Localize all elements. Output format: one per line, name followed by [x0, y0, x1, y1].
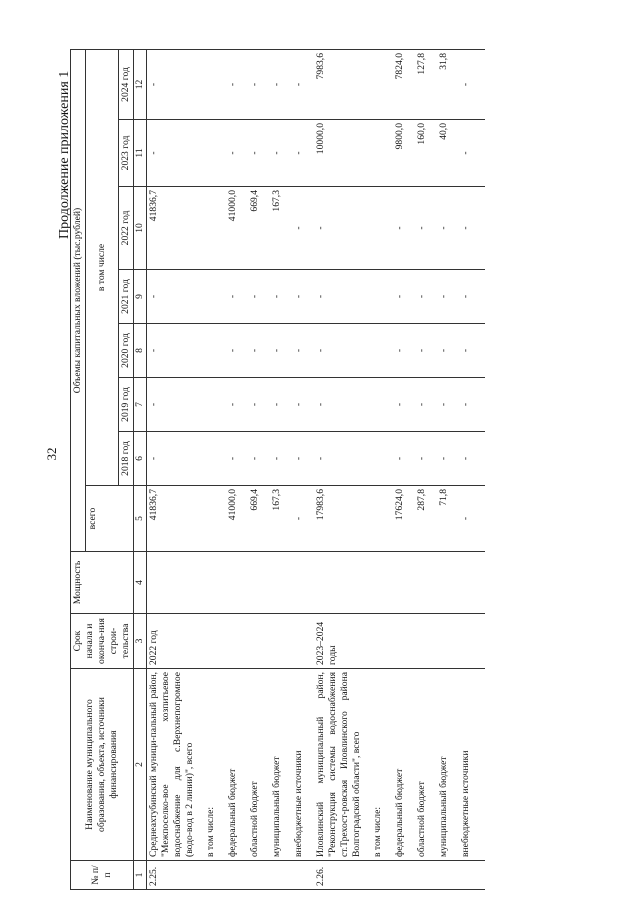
- row-2020: -: [240, 324, 262, 378]
- row-number: [240, 861, 262, 890]
- row-power: [146, 552, 196, 614]
- row-term: [385, 614, 407, 669]
- row-2023: 9800,0: [385, 120, 407, 187]
- row-2024: -: [218, 50, 240, 120]
- row-2022: [364, 187, 385, 270]
- row-name: в том числе:: [364, 669, 385, 861]
- col-number: 11: [133, 120, 146, 187]
- filler-cell: [473, 378, 485, 432]
- table-filler-row: [473, 50, 485, 890]
- row-total: 17624,0: [385, 486, 407, 552]
- row-2024: 127,8: [407, 50, 429, 120]
- header-term: Срок начала и оконча-ния строи-тельства: [71, 614, 134, 669]
- row-2021: [364, 270, 385, 324]
- filler-cell: [473, 614, 485, 669]
- col-number: 10: [133, 187, 146, 270]
- row-2022: -: [429, 187, 451, 270]
- row-2020: -: [262, 324, 284, 378]
- col-number: 7: [133, 378, 146, 432]
- row-2018: -: [451, 432, 473, 486]
- filler-cell: [473, 270, 485, 324]
- row-term: [451, 614, 473, 669]
- filler-cell: [473, 669, 485, 861]
- row-2024: -: [451, 50, 473, 120]
- header-year-2020: 2020 год: [118, 324, 133, 378]
- row-number: 2.25.: [146, 861, 196, 890]
- row-2020: -: [385, 324, 407, 378]
- col-number: 4: [133, 552, 146, 614]
- row-number: [218, 861, 240, 890]
- row-name: в том числе:: [197, 669, 218, 861]
- row-power: [284, 552, 306, 614]
- row-2023: -: [451, 120, 473, 187]
- filler-cell: [473, 861, 485, 890]
- col-number: 9: [133, 270, 146, 324]
- row-2024: 7824,0: [385, 50, 407, 120]
- row-name: федеральный бюджет: [385, 669, 407, 861]
- row-power: [218, 552, 240, 614]
- table-body: [146, 50, 484, 890]
- row-2023: 10000,0: [306, 120, 364, 187]
- row-power: [240, 552, 262, 614]
- table-row: [429, 50, 451, 890]
- row-number: [197, 861, 218, 890]
- row-2021: -: [407, 270, 429, 324]
- col-number: 8: [133, 324, 146, 378]
- header-year-2023: 2023 год: [118, 120, 133, 187]
- row-2018: [197, 432, 218, 486]
- row-2022: -: [385, 187, 407, 270]
- row-2024: -: [240, 50, 262, 120]
- row-2019: -: [429, 378, 451, 432]
- header-volumes: Объемы капитальных вложений (тыс.рублей): [71, 50, 86, 552]
- row-2023: -: [218, 120, 240, 187]
- row-2023: [364, 120, 385, 187]
- row-number: [364, 861, 385, 890]
- col-number: 2: [133, 669, 146, 861]
- row-2018: -: [407, 432, 429, 486]
- table-row: [197, 50, 218, 890]
- row-2021: -: [306, 270, 364, 324]
- row-power: [407, 552, 429, 614]
- filler-cell: [473, 50, 485, 120]
- row-term: [240, 614, 262, 669]
- row-2023: -: [284, 120, 306, 187]
- header-power: Мощность: [71, 552, 134, 614]
- row-2022: 41836,7: [146, 187, 196, 270]
- row-2023: 40,0: [429, 120, 451, 187]
- row-power: [385, 552, 407, 614]
- row-2018: -: [284, 432, 306, 486]
- row-2022: 167,3: [262, 187, 284, 270]
- row-number: [262, 861, 284, 890]
- row-2019: -: [385, 378, 407, 432]
- row-total: 41000,0: [218, 486, 240, 552]
- row-2024: [197, 50, 218, 120]
- row-2020: -: [146, 324, 196, 378]
- row-term: [407, 614, 429, 669]
- row-2024: -: [284, 50, 306, 120]
- row-power: [306, 552, 364, 614]
- row-2020: -: [429, 324, 451, 378]
- row-total: [197, 486, 218, 552]
- row-2022: -: [451, 187, 473, 270]
- row-2019: -: [407, 378, 429, 432]
- row-name: федеральный бюджет: [218, 669, 240, 861]
- row-2020: -: [306, 324, 364, 378]
- row-name: муниципальный бюджет: [429, 669, 451, 861]
- row-2021: -: [146, 270, 196, 324]
- row-2019: -: [451, 378, 473, 432]
- header-year-2021: 2021 год: [118, 270, 133, 324]
- row-2018: -: [218, 432, 240, 486]
- row-2020: -: [407, 324, 429, 378]
- filler-cell: [473, 486, 485, 552]
- filler-cell: [473, 324, 485, 378]
- col-number: 12: [133, 50, 146, 120]
- row-2021: -: [385, 270, 407, 324]
- row-2024: 31,8: [429, 50, 451, 120]
- row-total: 669,4: [240, 486, 262, 552]
- row-2019: -: [218, 378, 240, 432]
- row-number: 2.26.: [306, 861, 364, 890]
- row-2021: -: [284, 270, 306, 324]
- filler-cell: [473, 187, 485, 270]
- row-2020: -: [218, 324, 240, 378]
- row-2019: -: [306, 378, 364, 432]
- row-name: областной бюджет: [240, 669, 262, 861]
- table-row: [385, 50, 407, 890]
- row-2023: -: [240, 120, 262, 187]
- row-2019: [197, 378, 218, 432]
- row-total: [364, 486, 385, 552]
- row-term: [364, 614, 385, 669]
- rotated-table-wrapper: [70, 50, 636, 890]
- row-name: областной бюджет: [407, 669, 429, 861]
- row-term: [218, 614, 240, 669]
- row-total: 71,8: [429, 486, 451, 552]
- row-2019: [364, 378, 385, 432]
- row-number: [429, 861, 451, 890]
- row-2019: -: [284, 378, 306, 432]
- row-2018: -: [262, 432, 284, 486]
- row-2018: [364, 432, 385, 486]
- row-2022: -: [407, 187, 429, 270]
- row-2022: -: [284, 187, 306, 270]
- row-2019: -: [146, 378, 196, 432]
- table-row: [218, 50, 240, 890]
- row-2023: [197, 120, 218, 187]
- row-power: [364, 552, 385, 614]
- header-year-2024: 2024 год: [118, 50, 133, 120]
- row-2020: -: [284, 324, 306, 378]
- row-total: -: [451, 486, 473, 552]
- row-2019: -: [240, 378, 262, 432]
- header-name: Наименование муниципального образования, объекта, источники финансирования: [71, 669, 134, 861]
- header-incl: в том числе: [85, 50, 118, 486]
- row-power: [451, 552, 473, 614]
- row-number: [284, 861, 306, 890]
- continuation-caption: Продолжение приложения 1: [57, 70, 72, 239]
- table-row: [240, 50, 262, 890]
- table-row: [284, 50, 306, 890]
- row-name: внебюджетные источники: [284, 669, 306, 861]
- row-name: Среднеахтубинский муници-пальный район, "Межпоселко-вое хозпитьевое водоснабжение для с.Верхнепогромное (водо-вод в 2 линии)", всего: [146, 669, 196, 861]
- row-power: [429, 552, 451, 614]
- row-total: 167,3: [262, 486, 284, 552]
- row-name: Иловлинский муниципальный район, "Реконструкция системы водоснабжения ст.Трехост-ровская Иловлинского района Волгоградской области", всего: [306, 669, 364, 861]
- table-row: [407, 50, 429, 890]
- row-2024: 7983,6: [306, 50, 364, 120]
- filler-cell: [473, 552, 485, 614]
- row-2023: -: [262, 120, 284, 187]
- col-number: 3: [133, 614, 146, 669]
- row-2021: -: [218, 270, 240, 324]
- page-number: 32: [44, 447, 59, 461]
- row-term: [262, 614, 284, 669]
- row-2019: -: [262, 378, 284, 432]
- row-2023: -: [146, 120, 196, 187]
- table-row: [364, 50, 385, 890]
- table-row: [451, 50, 473, 890]
- row-term: 2022 год: [146, 614, 196, 669]
- col-number: 1: [133, 861, 146, 890]
- row-2022: -: [306, 187, 364, 270]
- filler-cell: [473, 120, 485, 187]
- row-2020: [364, 324, 385, 378]
- row-total: 41836,7: [146, 486, 196, 552]
- row-2022: [197, 187, 218, 270]
- row-2024: [364, 50, 385, 120]
- header-year-2018: 2018 год: [118, 432, 133, 486]
- table-row: [146, 50, 196, 890]
- header-no: № п/п: [71, 861, 134, 890]
- row-2021: -: [451, 270, 473, 324]
- row-2021: -: [240, 270, 262, 324]
- row-term: [429, 614, 451, 669]
- row-2024: -: [262, 50, 284, 120]
- row-number: [451, 861, 473, 890]
- row-term: [197, 614, 218, 669]
- col-number: 6: [133, 432, 146, 486]
- row-2021: -: [429, 270, 451, 324]
- row-number: [407, 861, 429, 890]
- table-row: [306, 50, 364, 890]
- row-total: 17983,6: [306, 486, 364, 552]
- row-total: -: [284, 486, 306, 552]
- row-2024: -: [146, 50, 196, 120]
- row-2018: -: [429, 432, 451, 486]
- row-2018: -: [240, 432, 262, 486]
- row-power: [197, 552, 218, 614]
- row-2020: -: [451, 324, 473, 378]
- row-2022: 41000,0: [218, 187, 240, 270]
- row-term: [284, 614, 306, 669]
- capital-investment-table: [70, 49, 485, 890]
- row-2021: -: [262, 270, 284, 324]
- filler-cell: [473, 432, 485, 486]
- table-row: [262, 50, 284, 890]
- row-number: [385, 861, 407, 890]
- row-2018: -: [146, 432, 196, 486]
- header-total: всего: [85, 486, 133, 552]
- col-number: 5: [133, 486, 146, 552]
- row-total: 287,8: [407, 486, 429, 552]
- row-2020: [197, 324, 218, 378]
- row-2022: 669,4: [240, 187, 262, 270]
- row-2021: [197, 270, 218, 324]
- row-term: 2023–2024 годы: [306, 614, 364, 669]
- row-2018: -: [385, 432, 407, 486]
- row-name: внебюджетные источники: [451, 669, 473, 861]
- header-year-2019: 2019 год: [118, 378, 133, 432]
- row-power: [262, 552, 284, 614]
- row-2023: 160,0: [407, 120, 429, 187]
- row-name: муниципальный бюджет: [262, 669, 284, 861]
- row-2018: -: [306, 432, 364, 486]
- header-year-2022: 2022 год: [118, 187, 133, 270]
